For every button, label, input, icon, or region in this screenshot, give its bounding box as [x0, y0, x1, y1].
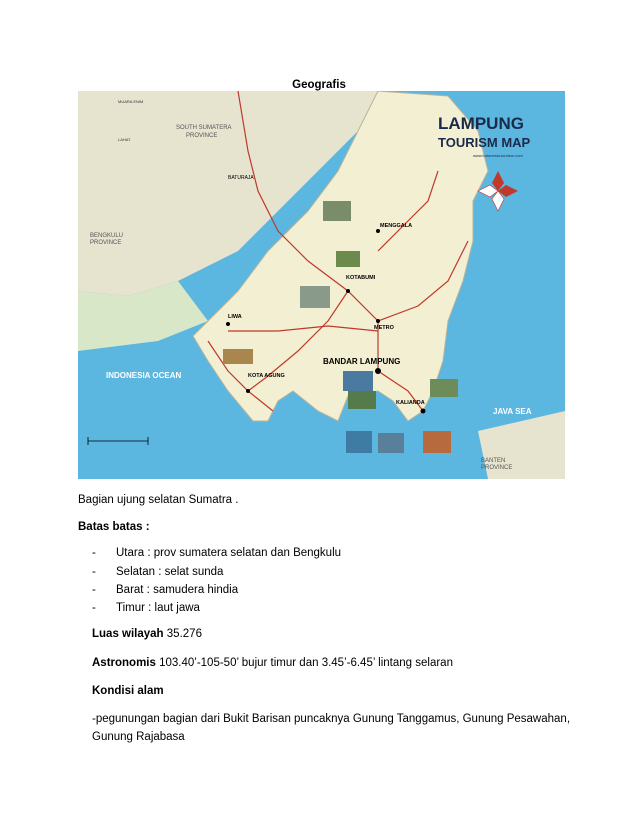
astronomis-label: Astronomis [92, 657, 156, 669]
area-label: Luas wilayah [92, 628, 164, 640]
label-kota-agung: KOTA AGUNG [248, 373, 285, 379]
label-liwa: LIWA [228, 314, 242, 320]
list-item: - Selatan : selat sunda [92, 566, 224, 578]
label-province-1: PROVINCE [186, 133, 218, 139]
nature-heading: Kondisi alam [92, 685, 164, 697]
border-east: Timur : laut jawa [116, 602, 200, 614]
label-bandar-lampung: BANDAR LAMPUNG [323, 357, 401, 366]
label-muara-enim: MUARA ENIM [118, 99, 144, 104]
label-lahat: LAHAT [118, 137, 131, 142]
lampung-tourism-map [78, 91, 565, 479]
label-south-sumatera: SOUTH SUMATERA [176, 125, 232, 131]
nature-line-1: -pegunungan bagian dari Bukit Barisan puncaknya Gunung Tanggamus, Gunung Pesawahan, [92, 713, 571, 725]
list-item: - Timur : laut jawa [92, 602, 200, 614]
page-title: Geografis [292, 79, 346, 91]
label-java-sea: JAVA SEA [493, 407, 532, 416]
label-baturaja: BATURAJA [228, 175, 254, 181]
borders-heading: Batas batas : [78, 521, 150, 533]
list-item: - Barat : samudera hindia [92, 584, 239, 596]
label-bengkulu: BENGKULU [90, 233, 124, 239]
map-website: www.indonesia-tourism.com [473, 153, 523, 158]
nature-line-2: Gunung Rajabasa [92, 731, 185, 743]
border-north: Utara : prov sumatera selatan dan Bengkulu [116, 547, 342, 559]
area-value: 35.276 [163, 628, 202, 640]
border-south: Selatan : selat sunda [116, 566, 224, 578]
astronomis-line [92, 657, 453, 669]
map-heading-line1: LAMPUNG [438, 114, 524, 133]
label-banten: BANTEN [481, 458, 506, 464]
map-heading-line2: TOURISM MAP [438, 135, 531, 150]
label-province-2: PROVINCE [90, 240, 122, 246]
label-kotabumi: KOTABUMI [346, 275, 376, 281]
list-item: - Utara : prov sumatera selatan dan Bengkulu [92, 547, 342, 559]
label-kalianda: KALIANDA [396, 400, 425, 406]
label-menggala: MENGGALA [380, 223, 413, 229]
label-metro: METRO [374, 325, 394, 331]
label-province-3: PROVINCE [481, 465, 513, 471]
border-west: Barat : samudera hindia [116, 584, 239, 596]
astronomis-value: 103.40’-105-50’ bujur timur dan 3.45’-6.45’ lintang selaran [155, 657, 453, 669]
area-line [92, 628, 202, 640]
intro-text: Bagian ujung selatan Sumatra . [78, 494, 239, 506]
label-indonesia-ocean: INDONESIA OCEAN [106, 371, 182, 380]
